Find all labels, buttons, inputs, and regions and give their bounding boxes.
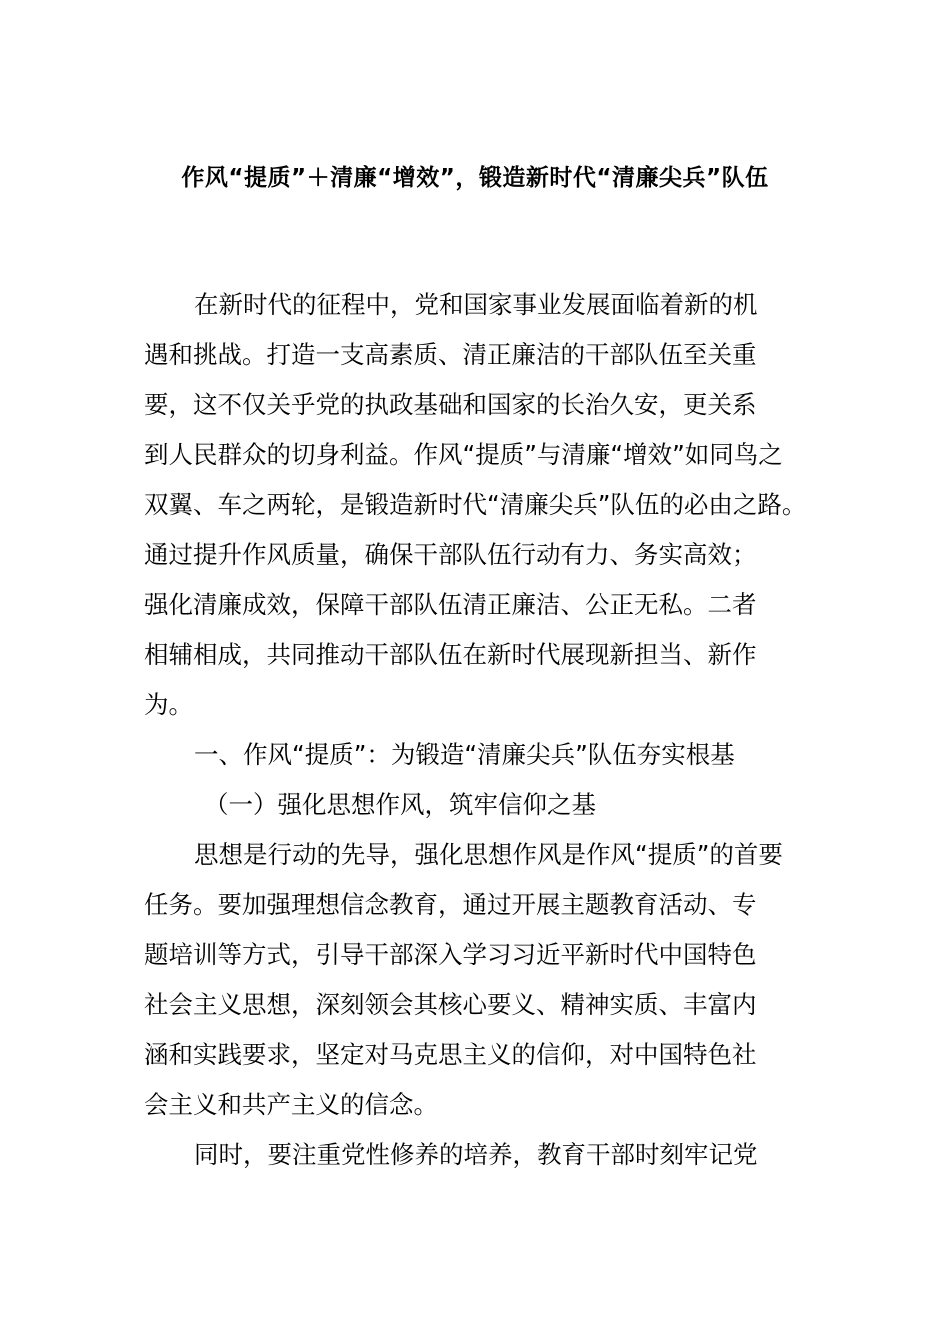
- subsection-heading: [144, 780, 824, 830]
- paragraph-thought: [144, 830, 824, 1130]
- text-line: 思想是行动的先导，强化思想作风是作风“提质”的首要: [194, 840, 783, 869]
- document-title: 作风“提质”＋清廉“增效”，锻造新时代“清廉尖兵”队伍: [181, 165, 769, 191]
- paragraph-party-spirit: [144, 1130, 824, 1180]
- text-line: 涵和实践要求，坚定对马克思主义的信仰，对中国特色社: [144, 1040, 757, 1069]
- heading-line: 一、作风“提质”：为锻造“清廉尖兵”队伍夯实根基: [194, 740, 735, 769]
- text-line: 为。: [144, 690, 193, 719]
- text-line: 遇和挑战。打造一支高素质、清正廉洁的干部队伍至关重: [144, 340, 757, 369]
- text-line: 题培训等方式，引导干部深入学习习近平新时代中国特色: [144, 940, 757, 969]
- subheading-line: （一）强化思想作风，筑牢信仰之基: [204, 790, 596, 819]
- text-line: 会主义和共产主义的信念。: [144, 1090, 438, 1119]
- text-line: 社会主义思想，深刻领会其核心要义、精神实质、丰富内: [144, 990, 757, 1019]
- text-line: 通过提升作风质量，确保干部队伍行动有力、务实高效；: [144, 540, 757, 569]
- text-line: 同时，要注重党性修养的培养，教育干部时刻牢记党: [194, 1140, 758, 1169]
- text-line: 到人民群众的切身利益。作风“提质”与清廉“增效”如同鸟之: [144, 440, 783, 469]
- text-line: 强化清廉成效，保障干部队伍清正廉洁、公正无私。二者: [144, 590, 757, 619]
- text-line: 任务。要加强理想信念教育，通过开展主题教育活动、专: [144, 890, 757, 919]
- paragraph-intro: [144, 280, 824, 730]
- text-line: 相辅相成，共同推动干部队伍在新时代展现新担当、新作: [144, 640, 757, 669]
- section-heading: [144, 730, 824, 780]
- document-body: [144, 280, 824, 1180]
- text-line: 在新时代的征程中，党和国家事业发展面临着新的机: [194, 290, 758, 319]
- text-line: 要，这不仅关乎党的执政基础和国家的长治久安，更关系: [144, 390, 757, 419]
- text-line: 双翼、车之两轮，是锻造新时代“清廉尖兵”队伍的必由之路。: [144, 490, 807, 519]
